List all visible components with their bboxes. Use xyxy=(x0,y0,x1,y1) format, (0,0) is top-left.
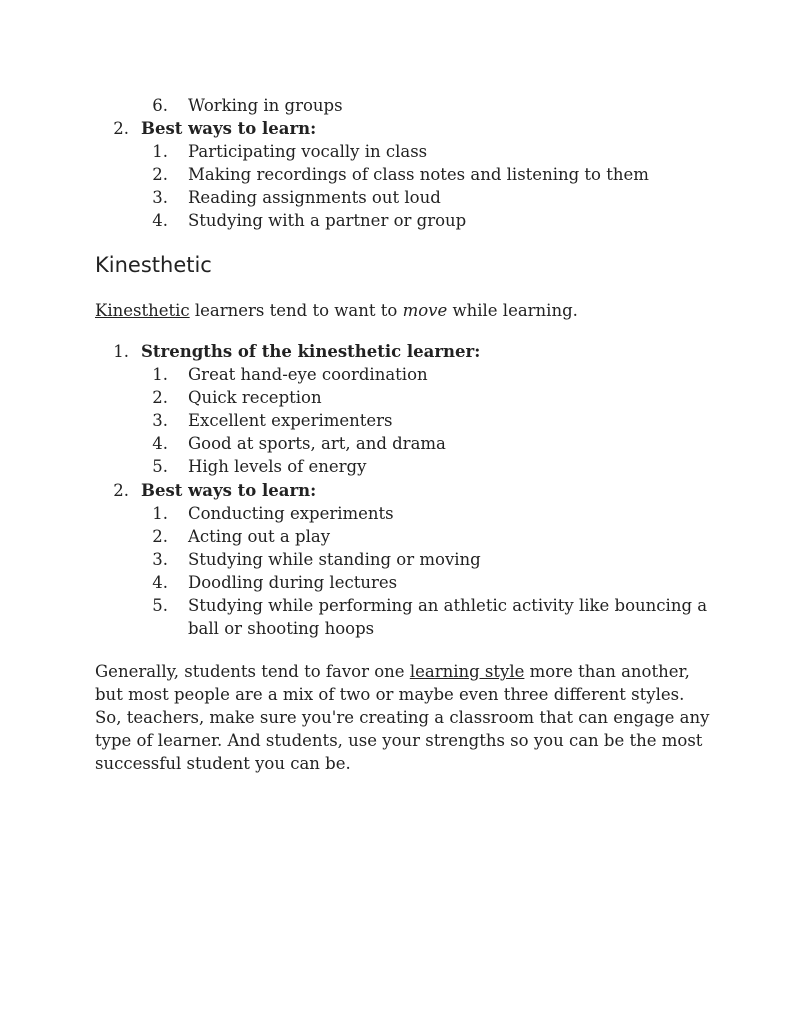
list-number: 4. xyxy=(152,211,168,230)
list-number: 4. xyxy=(152,434,168,453)
list-number: 2. xyxy=(152,527,168,546)
list-item-text: Excellent experimenters xyxy=(188,411,393,430)
list-item-text: Quick reception xyxy=(188,388,322,407)
list-number: 2. xyxy=(152,165,168,184)
list-number: 4. xyxy=(152,573,168,592)
list-item-text: Reading assignments out loud xyxy=(188,188,441,207)
list-item-text: Conducting experiments xyxy=(188,504,394,523)
list-number: 1. xyxy=(152,365,168,384)
list-item-text: Great hand-eye coordination xyxy=(188,365,428,384)
list-item-text: Studying while performing an athletic activity like bouncing a xyxy=(188,596,708,615)
intro-text-end: while learning. xyxy=(447,301,578,320)
list-item-text: Working in groups xyxy=(188,96,343,115)
list-item-label: Best ways to learn: xyxy=(141,481,317,500)
list-number: 2. xyxy=(113,119,129,138)
list-number: 6. xyxy=(152,96,168,115)
closing-text: Generally, students tend to favor one xyxy=(95,662,410,681)
list-number: 1. xyxy=(113,342,129,361)
section-heading: Kinesthetic xyxy=(95,253,212,277)
list-item-continuation: ball or shooting hoops xyxy=(188,619,375,638)
list-number: 2. xyxy=(113,481,129,500)
list-item-label: Best ways to learn: xyxy=(141,119,317,138)
list-item-text: Doodling during lectures xyxy=(188,573,398,592)
list-number: 1. xyxy=(152,142,168,161)
intro-text: learners tend to want to xyxy=(189,301,403,320)
intro-paragraph xyxy=(95,299,735,322)
list-item-text: Studying with a partner or group xyxy=(188,211,467,230)
learning-style-link[interactable]: learning style xyxy=(409,662,525,681)
list-item-text: Good at sports, art, and drama xyxy=(188,434,446,453)
list-item-text: Studying while standing or moving xyxy=(188,550,481,569)
list-number: 5. xyxy=(152,457,168,476)
list-number: 3. xyxy=(152,550,168,569)
list-item-text: High levels of energy xyxy=(188,457,367,476)
list-item-text: Acting out a play xyxy=(188,527,331,546)
list-number: 3. xyxy=(152,188,168,207)
emphasis-text: move xyxy=(402,301,448,320)
list-item-text: Making recordings of class notes and listening to them xyxy=(188,165,649,184)
list-number: 5. xyxy=(152,596,168,615)
kinesthetic-link[interactable]: Kinesthetic xyxy=(95,301,190,320)
list-item-text: Participating vocally in class xyxy=(188,142,428,161)
list-item-label: Strengths of the kinesthetic learner: xyxy=(141,342,481,361)
closing-text-end: more than another, but most people are a mix of two or maybe even three different styles. So, teachers, make sure you're creating a classroom that can engage any type of learner. And students, use your strengths so you can be the most successful student you can be. xyxy=(95,662,710,773)
list-number: 1. xyxy=(152,504,168,523)
list-number: 3. xyxy=(152,411,168,430)
closing-paragraph xyxy=(95,660,710,775)
list-number: 2. xyxy=(152,388,168,407)
